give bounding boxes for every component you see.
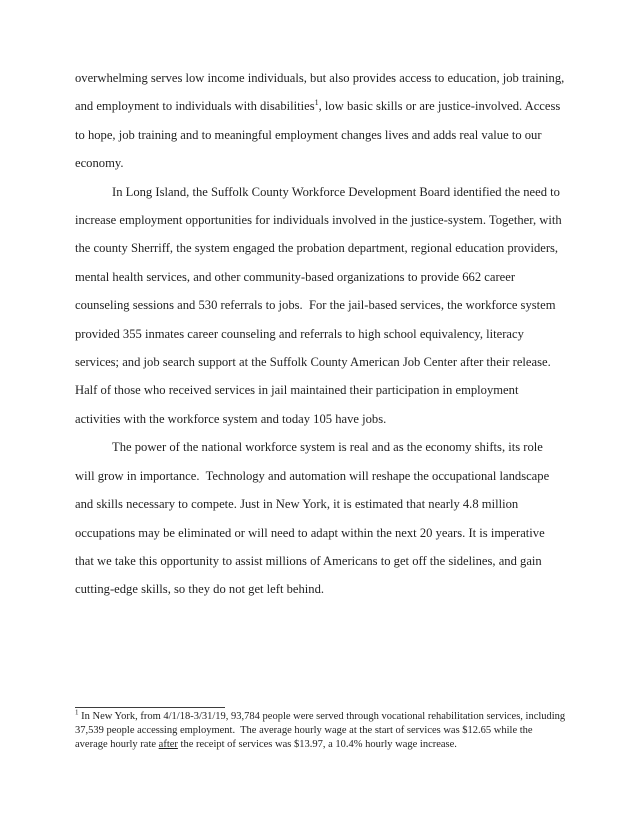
- body-paragraph-2: In Long Island, the Suffolk County Workforce Development Board identified the need to increase employment opportunities for individuals involved in the justice-system. Together, with the county Sherriff, the system engaged the probation department, regional education providers, mental health services, and other community-based organizations to provide 662 career counseling sessions and 530 referrals to jobs. For the jail-based services, the workforce system provided 355 inmates career counseling and referrals to high school equivalency, literacy services; and job search support at the Suffolk County American Job Center after their release. Half of those who received services in jail maintained their participation in employment activities with the workforce system and today 105 have jobs.: [75, 184, 565, 426]
- footnote-text-part-2: the receipt of services was $13.97, a 10.4% hourly wage increase.: [177, 739, 457, 750]
- paragraph-1-text-start: overwhelming serves low income individuals, but also provides access to education, job training, and employment to individuals with disabilities: [75, 71, 568, 114]
- footnote-marker: 1: [75, 708, 79, 717]
- footnote-separator-line: [75, 707, 225, 708]
- footnote-reference-1: 1: [314, 98, 319, 108]
- footnote-text-part-1: In New York, from 4/1/18-3/31/19, 93,784 people were served through vocational rehabilitation services, including 37,539 people accessing employment. The average hourly wage at the start of services was $12.65 while the average hourly rate: [75, 711, 568, 750]
- document-body: [75, 64, 568, 604]
- paragraph-1-text-end: , low basic skills or are justice-involved. Access to hope, job training and to meaningful employment changes lives and adds real value to our economy.: [75, 99, 564, 171]
- body-paragraph-3: The power of the national workforce system is real and as the economy shifts, its role will grow in importance. Technology and automation will reshape the occupational landscape and skills necessary to compete. Just in New York, it is estimated that nearly 4.8 million occupations may be eliminated or will need to adapt within the next 20 years. It is imperative that we take this opportunity to assist millions of Americans to get off the sidelines, and gain cutting-edge skills, so they do not get left behind.: [75, 440, 553, 597]
- footnote-underlined-word: after: [158, 739, 178, 750]
- footnote-text: [75, 710, 567, 752]
- footnote-area: [75, 707, 567, 752]
- body-paragraph-1: [75, 64, 568, 178]
